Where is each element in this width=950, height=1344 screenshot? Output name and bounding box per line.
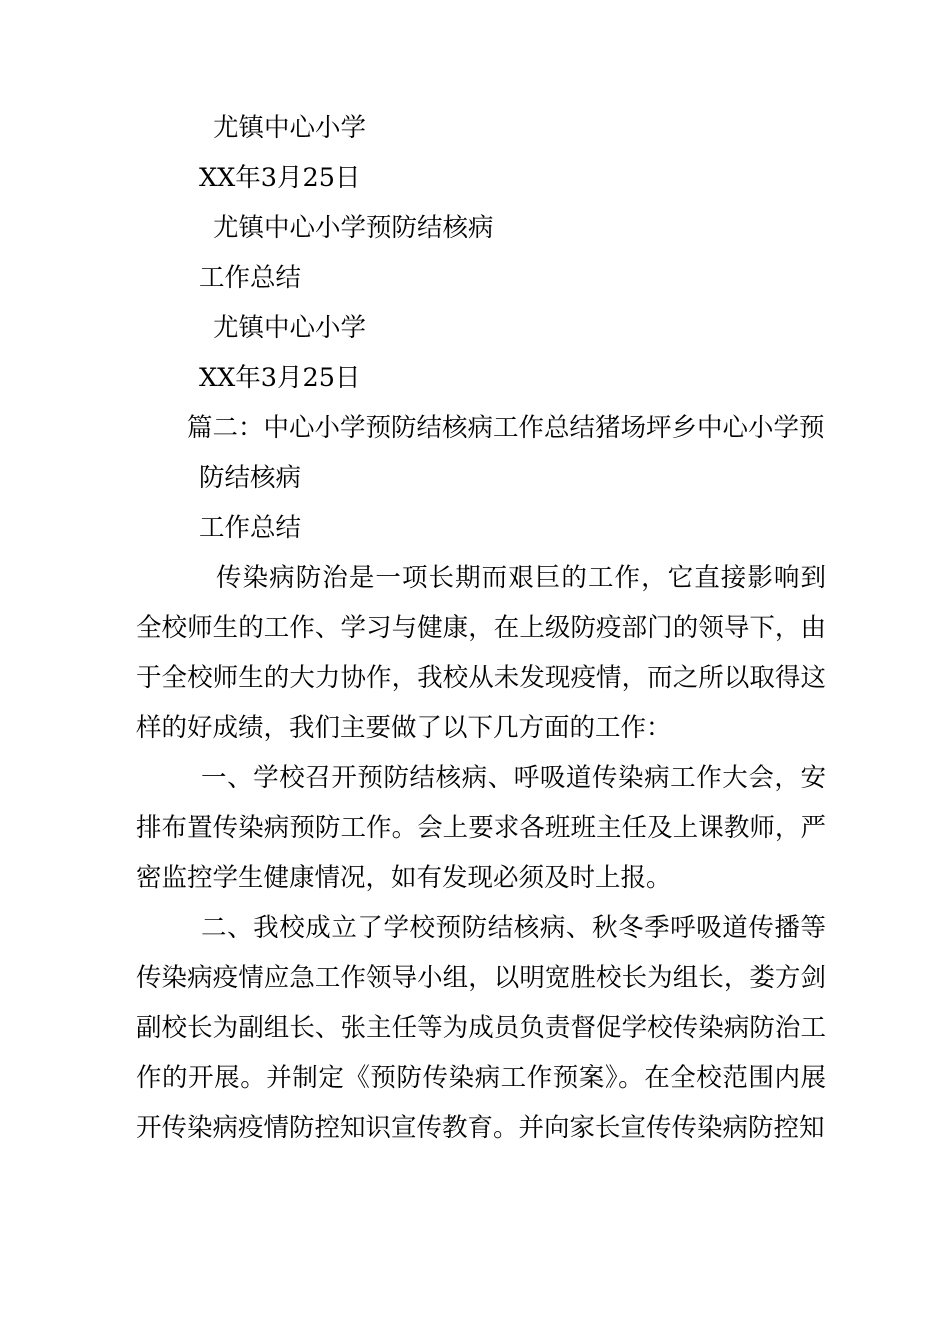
school-name-line: 尤镇中心小学: [213, 313, 367, 343]
section-heading-continuation-line: 防结核病: [199, 463, 302, 493]
date-line: XX年3月25日: [199, 163, 361, 193]
date-line: XX年3月25日: [199, 363, 361, 393]
title-continuation-line: 工作总结: [199, 263, 302, 293]
title-line: 尤镇中心小学预防结核病: [213, 213, 494, 243]
section-subtitle-line: 工作总结: [199, 513, 302, 543]
body-paragraph: 传染病防治是一项长期而艰巨的工作，它直接影响到全校师生的工作、学习与健康，在上级防疫部门的领导下，由于全校师生的大力协作，我校从未发现疫情，而之所以取得这样的好成绩，我们主要做了以下几方面的工作：: [136, 563, 826, 743]
school-name-line: 尤镇中心小学: [213, 113, 367, 143]
body-paragraph: 一、学校召开预防结核病、呼吸道传染病工作大会，安排布置传染病预防工作。会上要求各班班主任及上课教师，严密监控学生健康情况，如有发现必须及时上报。: [136, 763, 826, 893]
body-paragraph: 二、我校成立了学校预防结核病、秋冬季呼吸道传播等传染病疫情应急工作领导小组，以明宽胜校长为组长，娄方剑副校长为副组长、张主任等为成员负责督促学校传染病防治工作的开展。并制定《预防传染病工作预案》。在全校范围内展开传染病疫情防控知识宣传教育。并向家长宣传传染病防控知: [136, 913, 826, 1143]
section-heading-line: 篇二：中心小学预防结核病工作总结猪场坪乡中心小学预: [187, 413, 825, 443]
